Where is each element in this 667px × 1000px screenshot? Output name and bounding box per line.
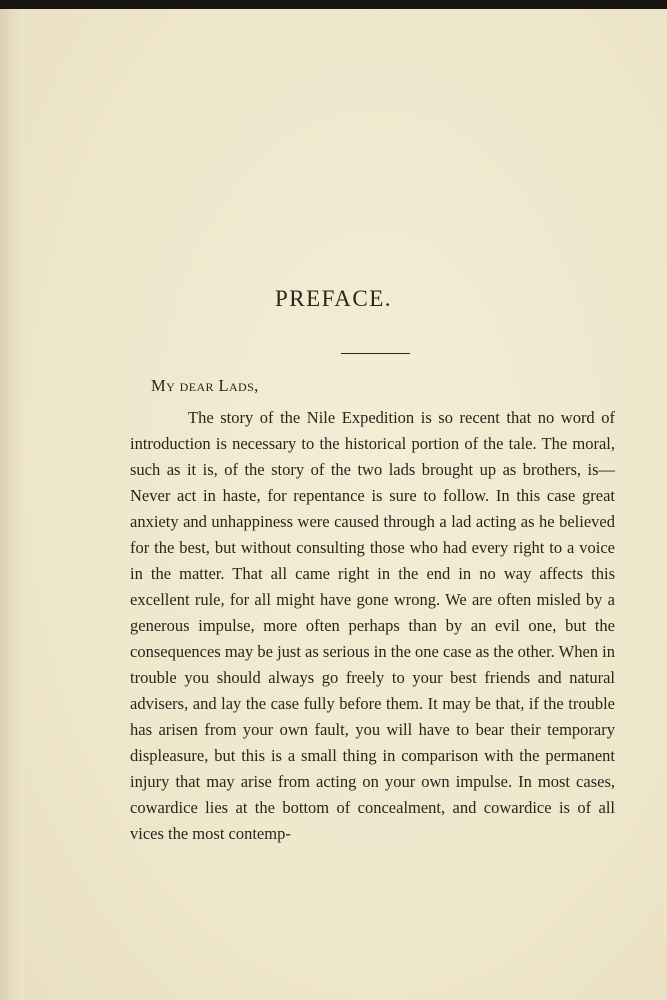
title-divider [341, 353, 410, 354]
page-top-edge [0, 0, 667, 9]
salutation-rest: y dear Lads, [166, 376, 259, 395]
preface-paragraph: The story of the Nile Expedition is so recent that no word of introduction is necessary to the historical portion of the tale. The moral, such as it is, of the story of the two lads brought up as brothers, is— Never act in haste, for repentance is sure to follow. In this case great anxiety and unhappiness were caused through a lad acting as he believed for the best, but without consulting those who had every right to a voice in the matter. That all came right in the end in no way affects this excellent rule, for all might have gone wrong. We are often misled by a generous impulse, more often perhaps than by an evil one, but the consequences may be just as serious in the one case as the other. When in trouble you should always go freely to your best friends and natural advisers, and lay the case fully before them. It may be that, if the trouble has arisen from your own fault, you will have to bear their temporary displeasure, but this is a small thing in comparison with the permanent injury that may arise from acting on your own impulse. In most cases, cowardice lies at the bottom of concealment, and cowardice is of all vices the most contemp- [130, 408, 615, 843]
salutation [151, 376, 259, 396]
salutation-initial: M [151, 376, 167, 395]
page-gutter [0, 9, 24, 1000]
page-title: PREFACE. [274, 286, 393, 311]
